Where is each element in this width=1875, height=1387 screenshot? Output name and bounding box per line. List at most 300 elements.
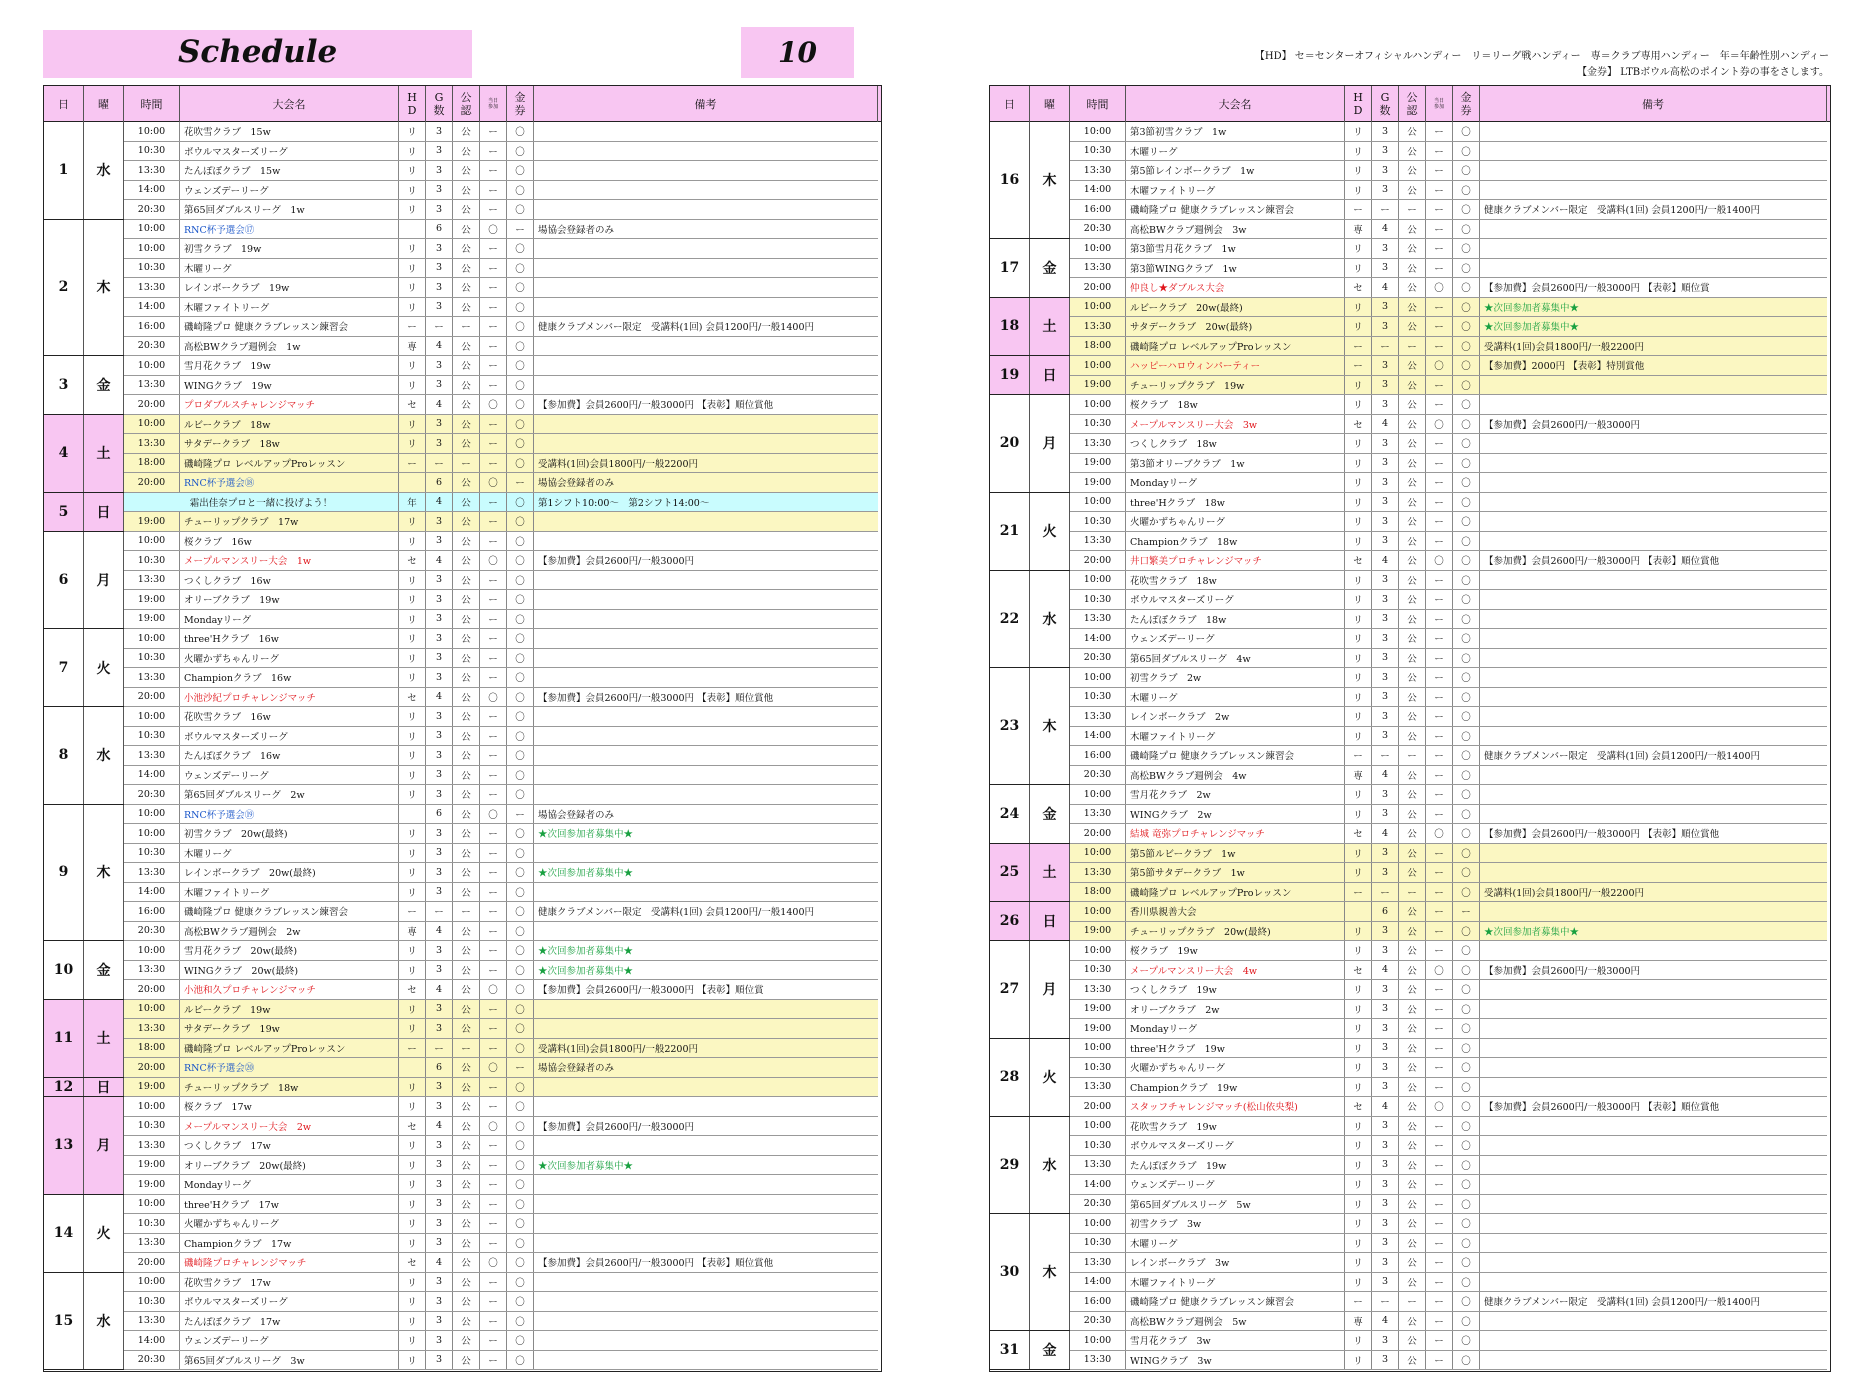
event-row[interactable] xyxy=(124,668,878,688)
event-row[interactable] xyxy=(124,1331,878,1351)
event-same-day: 〇 xyxy=(480,805,507,824)
event-row[interactable] xyxy=(124,1039,878,1059)
event-voucher: 〇 xyxy=(507,1292,534,1311)
event-row[interactable] xyxy=(124,181,878,201)
event-voucher: 〇 xyxy=(1453,1292,1480,1311)
event-official: ー xyxy=(1399,746,1426,765)
event-games: 3 xyxy=(1372,571,1399,590)
event-time: 10:00 xyxy=(124,532,180,551)
event-same-day: ー xyxy=(480,961,507,980)
event-row[interactable] xyxy=(124,590,878,610)
table-header xyxy=(990,86,1830,122)
event-row[interactable] xyxy=(124,688,878,708)
event-time: 10:00 xyxy=(1070,298,1126,317)
event-time: 14:00 xyxy=(124,181,180,200)
event-voucher: 〇 xyxy=(507,1078,534,1097)
event-games: 3 xyxy=(426,376,453,395)
event-note xyxy=(534,785,878,804)
event-row[interactable] xyxy=(1070,1039,1827,1059)
event-row[interactable] xyxy=(1070,512,1827,532)
event-row[interactable] xyxy=(1070,181,1827,201)
event-time: 19:00 xyxy=(1070,376,1126,395)
event-row[interactable] xyxy=(124,239,878,259)
event-time: 20:30 xyxy=(1070,220,1126,239)
event-row[interactable] xyxy=(1070,1234,1827,1254)
event-voucher: 〇 xyxy=(1453,863,1480,882)
event-games: 3 xyxy=(1372,239,1399,258)
event-row[interactable] xyxy=(1070,1175,1827,1195)
event-row[interactable] xyxy=(124,649,878,669)
event-name: 磯崎隆プロ レベルアップProレッスン xyxy=(180,454,399,473)
event-time: 13:30 xyxy=(124,161,180,180)
event-row[interactable] xyxy=(124,629,878,649)
event-handicap: リ xyxy=(399,434,426,453)
event-row[interactable] xyxy=(1070,590,1827,610)
event-row[interactable] xyxy=(124,707,878,727)
event-handicap: リ xyxy=(1345,376,1372,395)
event-row[interactable] xyxy=(1070,844,1827,864)
event-row[interactable] xyxy=(1070,532,1827,552)
event-row[interactable] xyxy=(1070,766,1827,786)
event-time: 20:00 xyxy=(1070,278,1126,297)
event-voucher: 〇 xyxy=(507,688,534,707)
event-name: メープルマンスリー大会 3w xyxy=(1126,415,1345,434)
event-row[interactable] xyxy=(124,200,878,220)
event-row[interactable] xyxy=(1070,629,1827,649)
event-note xyxy=(1480,610,1827,629)
event-same-day: 〇 xyxy=(480,980,507,999)
event-same-day: ー xyxy=(480,1175,507,1194)
event-games: 3 xyxy=(1372,629,1399,648)
event-row[interactable] xyxy=(1070,142,1827,162)
event-note: 【参加費】会員2600円/一般3000円 xyxy=(1484,965,1641,977)
event-row[interactable] xyxy=(124,278,878,298)
event-note xyxy=(534,415,878,434)
event-row[interactable] xyxy=(1070,922,1827,942)
event-row[interactable] xyxy=(1070,434,1827,454)
event-row[interactable] xyxy=(1070,473,1827,493)
event-row[interactable] xyxy=(124,395,878,415)
event-note xyxy=(534,376,878,395)
event-same-day: ー xyxy=(480,610,507,629)
event-row[interactable] xyxy=(124,1195,878,1215)
event-note xyxy=(534,1000,878,1019)
event-handicap: リ xyxy=(399,278,426,297)
event-row[interactable] xyxy=(124,746,878,766)
event-row[interactable] xyxy=(1070,259,1827,279)
event-note xyxy=(534,1078,878,1097)
event-row[interactable] xyxy=(1070,1273,1827,1293)
event-row[interactable] xyxy=(1070,727,1827,747)
event-name: 火曜かずちゃんリーグ xyxy=(1126,512,1345,531)
day-weekday: 月 xyxy=(1030,941,1070,1038)
event-row[interactable] xyxy=(1070,571,1827,591)
event-row[interactable] xyxy=(124,883,878,903)
event-voucher: 〇 xyxy=(507,454,534,473)
event-official: 公 xyxy=(453,278,480,297)
event-row[interactable] xyxy=(124,161,878,181)
event-row[interactable] xyxy=(124,1156,878,1176)
event-row[interactable] xyxy=(124,473,878,493)
day-weekday: 火 xyxy=(84,629,124,706)
event-name: 第65回ダブルスリーグ 2w xyxy=(180,785,399,804)
event-official: 公 xyxy=(1399,649,1426,668)
event-games: 3 xyxy=(426,668,453,687)
event-row[interactable] xyxy=(1070,298,1827,318)
event-row[interactable] xyxy=(124,551,878,571)
event-time: 19:00 xyxy=(124,512,180,531)
event-row[interactable] xyxy=(1070,785,1827,805)
event-games: 3 xyxy=(1372,376,1399,395)
page-title: Schedule xyxy=(178,34,338,70)
event-row[interactable] xyxy=(124,1136,878,1156)
event-row[interactable] xyxy=(1070,161,1827,181)
event-same-day: ー xyxy=(480,785,507,804)
event-voucher: 〇 xyxy=(1453,941,1480,960)
event-row[interactable] xyxy=(1070,1097,1827,1117)
event-same-day: ー xyxy=(1426,1312,1453,1331)
event-official: 公 xyxy=(453,181,480,200)
day-group xyxy=(44,356,124,415)
event-row[interactable] xyxy=(124,220,878,240)
event-same-day: ー xyxy=(480,571,507,590)
day-number: 15 xyxy=(44,1273,84,1370)
event-row[interactable] xyxy=(124,1234,878,1254)
event-official: 公 xyxy=(453,1292,480,1311)
event-row[interactable] xyxy=(124,571,878,591)
day-number: 2 xyxy=(44,220,84,356)
event-handicap: リ xyxy=(399,785,426,804)
event-same-day: ー xyxy=(480,941,507,960)
event-handicap: リ xyxy=(399,356,426,375)
event-voucher: 〇 xyxy=(1453,1097,1480,1116)
event-time: 14:00 xyxy=(124,298,180,317)
event-name: 高松BWクラブ週例会 1w xyxy=(180,337,399,356)
event-voucher: 〇 xyxy=(507,142,534,161)
event-row[interactable] xyxy=(124,824,878,844)
event-row[interactable] xyxy=(124,1000,878,1020)
event-row[interactable] xyxy=(124,337,878,357)
event-row[interactable] xyxy=(124,532,878,552)
event-row[interactable] xyxy=(1070,805,1827,825)
event-row[interactable] xyxy=(124,1292,878,1312)
event-games: 3 xyxy=(1372,1214,1399,1233)
event-row[interactable] xyxy=(1070,239,1827,259)
event-official: 公 xyxy=(1399,142,1426,161)
event-row[interactable] xyxy=(124,1058,878,1078)
event-row[interactable] xyxy=(1070,1058,1827,1078)
event-same-day: ー xyxy=(1426,337,1453,356)
event-row[interactable] xyxy=(1070,961,1827,981)
event-official: 公 xyxy=(1399,590,1426,609)
event-handicap: セ xyxy=(399,1117,426,1136)
event-note: 【参加費】会員2600円/一般3000円 【表彰】順位賞他 xyxy=(538,1258,774,1270)
event-note xyxy=(1480,844,1827,863)
event-row[interactable] xyxy=(124,142,878,162)
event-official: ー xyxy=(1399,883,1426,902)
event-row[interactable] xyxy=(1070,1253,1827,1273)
event-same-day: ー xyxy=(1426,883,1453,902)
event-name: 雪月花クラブ 19w xyxy=(180,356,399,375)
event-row[interactable] xyxy=(1070,1312,1827,1332)
event-row[interactable] xyxy=(1070,668,1827,688)
event-row[interactable] xyxy=(1070,278,1827,298)
event-row[interactable] xyxy=(124,1253,878,1273)
event-handicap: リ xyxy=(399,1214,426,1233)
event-handicap: リ xyxy=(1345,980,1372,999)
event-games: ー xyxy=(426,317,453,336)
event-name: 第65回ダブルスリーグ 4w xyxy=(1126,649,1345,668)
event-time: 10:30 xyxy=(124,1214,180,1233)
event-row[interactable] xyxy=(124,493,878,513)
day-group xyxy=(990,902,1070,941)
event-voucher: 〇 xyxy=(1453,434,1480,453)
event-row[interactable] xyxy=(124,844,878,864)
event-handicap: リ xyxy=(399,941,426,960)
event-handicap: リ xyxy=(399,707,426,726)
event-row[interactable] xyxy=(124,1117,878,1137)
day-group xyxy=(44,1000,124,1078)
event-voucher: 〇 xyxy=(1453,785,1480,804)
event-note xyxy=(534,1331,878,1350)
event-voucher: 〇 xyxy=(507,629,534,648)
event-time: 10:00 xyxy=(124,220,180,239)
event-voucher: 〇 xyxy=(1453,922,1480,941)
event-time: 10:00 xyxy=(1070,668,1126,687)
event-row[interactable] xyxy=(1070,1195,1827,1215)
event-games: 4 xyxy=(426,1253,453,1272)
event-handicap: ー xyxy=(1345,1292,1372,1311)
event-handicap: セ xyxy=(399,395,426,414)
event-name: 高松BWクラブ週例会 3w xyxy=(1126,220,1345,239)
event-same-day: ー xyxy=(1426,142,1453,161)
event-handicap: セ xyxy=(399,688,426,707)
event-time: 10:00 xyxy=(1070,902,1126,921)
event-row[interactable] xyxy=(1070,1214,1827,1234)
event-row[interactable] xyxy=(1070,1078,1827,1098)
event-row[interactable] xyxy=(1070,317,1827,337)
event-note: 【参加費】会員2600円/一般3000円 【表彰】順位賞他 xyxy=(1484,1102,1720,1114)
event-row[interactable] xyxy=(124,317,878,337)
event-name: RNC杯予選会⑲ xyxy=(180,805,399,824)
event-row[interactable] xyxy=(1070,1292,1827,1312)
event-row[interactable] xyxy=(124,1019,878,1039)
event-name: レインボークラブ 19w xyxy=(180,278,399,297)
event-row[interactable] xyxy=(124,1312,878,1332)
event-voucher: 〇 xyxy=(1453,298,1480,317)
event-handicap: リ xyxy=(1345,1175,1372,1194)
event-note: 場協会登録者のみ xyxy=(538,809,615,821)
event-same-day: ー xyxy=(1426,1078,1453,1097)
event-handicap: リ xyxy=(399,1019,426,1038)
event-row[interactable] xyxy=(1070,688,1827,708)
day-group xyxy=(990,239,1070,298)
event-row[interactable] xyxy=(124,766,878,786)
event-games: 3 xyxy=(426,532,453,551)
event-same-day: ー xyxy=(480,142,507,161)
event-row[interactable] xyxy=(124,434,878,454)
event-voucher: 〇 xyxy=(507,1273,534,1292)
event-voucher: 〇 xyxy=(507,1136,534,1155)
event-row[interactable] xyxy=(124,298,878,318)
day-weekday: 水 xyxy=(84,707,124,804)
day-number: 13 xyxy=(44,1097,84,1194)
event-note: ★次回参加者募集中★ xyxy=(1484,322,1580,334)
event-row[interactable] xyxy=(1070,200,1827,220)
event-handicap: リ xyxy=(399,590,426,609)
event-row[interactable] xyxy=(1070,220,1827,240)
event-row[interactable] xyxy=(1070,824,1827,844)
event-official: 公 xyxy=(1399,181,1426,200)
event-official: 公 xyxy=(1399,688,1426,707)
event-games: 3 xyxy=(426,1078,453,1097)
event-row[interactable] xyxy=(124,376,878,396)
event-note xyxy=(1480,590,1827,609)
day-weekday: 火 xyxy=(1030,1039,1070,1116)
event-row[interactable] xyxy=(124,1214,878,1234)
event-time: 19:00 xyxy=(124,610,180,629)
event-row[interactable] xyxy=(1070,337,1827,357)
event-row[interactable] xyxy=(1070,1136,1827,1156)
event-name: 高松BWクラブ週例会 4w xyxy=(1126,766,1345,785)
event-handicap: リ xyxy=(399,668,426,687)
event-name: ボウルマスターズリーグ xyxy=(180,727,399,746)
event-note xyxy=(534,1351,878,1370)
event-row[interactable] xyxy=(1070,707,1827,727)
event-note xyxy=(1480,181,1827,200)
event-row[interactable] xyxy=(1070,415,1827,435)
event-games: 4 xyxy=(426,1117,453,1136)
day-number: 17 xyxy=(990,239,1030,297)
event-voucher: 〇 xyxy=(1453,512,1480,531)
event-name: 火曜かずちゃんリーグ xyxy=(180,649,399,668)
event-time: 10:30 xyxy=(1070,512,1126,531)
event-row[interactable] xyxy=(124,805,878,825)
event-row[interactable] xyxy=(124,356,878,376)
event-row[interactable] xyxy=(124,941,878,961)
event-row[interactable] xyxy=(1070,902,1827,922)
event-row[interactable] xyxy=(1070,746,1827,766)
event-handicap: ー xyxy=(399,454,426,473)
event-time: 10:00 xyxy=(124,941,180,960)
event-row[interactable] xyxy=(124,1273,878,1293)
event-row[interactable] xyxy=(124,727,878,747)
event-games: 6 xyxy=(426,805,453,824)
event-row[interactable] xyxy=(1070,551,1827,571)
event-row[interactable] xyxy=(124,415,878,435)
event-games: ー xyxy=(426,454,453,473)
event-row[interactable] xyxy=(1070,1156,1827,1176)
event-same-day: ー xyxy=(480,356,507,375)
day-weekday: 土 xyxy=(84,1000,124,1077)
event-same-day: ー xyxy=(1426,707,1453,726)
event-row[interactable] xyxy=(1070,649,1827,669)
event-row[interactable] xyxy=(1070,356,1827,376)
event-name: three'Hクラブ 19w xyxy=(1126,1039,1345,1058)
event-official: 公 xyxy=(1399,980,1426,999)
event-voucher: 〇 xyxy=(507,1039,534,1058)
event-row[interactable] xyxy=(1070,883,1827,903)
event-row[interactable] xyxy=(1070,1351,1827,1371)
event-games: 3 xyxy=(1372,395,1399,414)
event-name: 香川県親善大会 xyxy=(1126,902,1345,921)
day-weekday: 金 xyxy=(1030,785,1070,843)
event-time: 10:00 xyxy=(124,805,180,824)
event-handicap: リ xyxy=(1345,1195,1372,1214)
event-official: 公 xyxy=(453,376,480,395)
event-row[interactable] xyxy=(124,902,878,922)
event-row[interactable] xyxy=(124,785,878,805)
event-note xyxy=(1480,395,1827,414)
day-weekday: 火 xyxy=(1030,493,1070,570)
event-row[interactable] xyxy=(1070,1331,1827,1351)
event-row[interactable] xyxy=(1070,376,1827,396)
event-row[interactable] xyxy=(124,863,878,883)
event-name: ウェンズデーリーグ xyxy=(1126,629,1345,648)
event-same-day: ー xyxy=(480,863,507,882)
event-time: 16:00 xyxy=(124,902,180,921)
event-row[interactable] xyxy=(124,259,878,279)
event-games: 3 xyxy=(1372,941,1399,960)
event-row[interactable] xyxy=(124,454,878,474)
event-handicap: リ xyxy=(1345,785,1372,804)
event-time: 10:30 xyxy=(124,1292,180,1311)
event-same-day: ー xyxy=(1426,1136,1453,1155)
event-row[interactable] xyxy=(1070,941,1827,961)
event-time: 13:30 xyxy=(124,376,180,395)
event-handicap: リ xyxy=(1345,1078,1372,1097)
event-row[interactable] xyxy=(1070,454,1827,474)
event-row[interactable] xyxy=(124,1351,878,1371)
event-row[interactable] xyxy=(124,610,878,630)
event-row[interactable] xyxy=(124,512,878,532)
event-official: 公 xyxy=(453,161,480,180)
event-games: 3 xyxy=(426,1175,453,1194)
event-same-day: ー xyxy=(480,493,507,512)
event-row[interactable] xyxy=(1070,1019,1827,1039)
event-games: 3 xyxy=(1372,1000,1399,1019)
event-note xyxy=(534,727,878,746)
event-row[interactable] xyxy=(124,1097,878,1117)
event-voucher: 〇 xyxy=(1453,200,1480,219)
event-official: 公 xyxy=(453,551,480,570)
event-row[interactable] xyxy=(1070,493,1827,513)
event-voucher: 〇 xyxy=(507,824,534,843)
event-row[interactable] xyxy=(1070,980,1827,1000)
event-row[interactable] xyxy=(1070,1117,1827,1137)
event-row[interactable] xyxy=(124,961,878,981)
event-handicap xyxy=(399,1058,426,1077)
event-row[interactable] xyxy=(1070,863,1827,883)
event-note: 【参加費】会員2600円/一般3000円 【表彰】順位賞他 xyxy=(538,692,774,704)
day-group xyxy=(990,493,1070,571)
event-row[interactable] xyxy=(124,122,878,142)
event-row[interactable] xyxy=(124,980,878,1000)
event-row[interactable] xyxy=(1070,610,1827,630)
event-row[interactable] xyxy=(1070,395,1827,415)
event-row[interactable] xyxy=(124,922,878,942)
event-name: レインボークラブ 2w xyxy=(1126,707,1345,726)
event-row[interactable] xyxy=(124,1078,878,1098)
event-games: 4 xyxy=(426,337,453,356)
event-official: 公 xyxy=(1399,1331,1426,1350)
event-row[interactable] xyxy=(124,1175,878,1195)
event-games: 3 xyxy=(426,1312,453,1331)
event-same-day: ー xyxy=(480,668,507,687)
event-row[interactable] xyxy=(1070,1000,1827,1020)
event-note: 【参加費】会員2600円/一般3000円 【表彰】順位賞 xyxy=(538,985,764,997)
event-row[interactable] xyxy=(1070,122,1827,142)
